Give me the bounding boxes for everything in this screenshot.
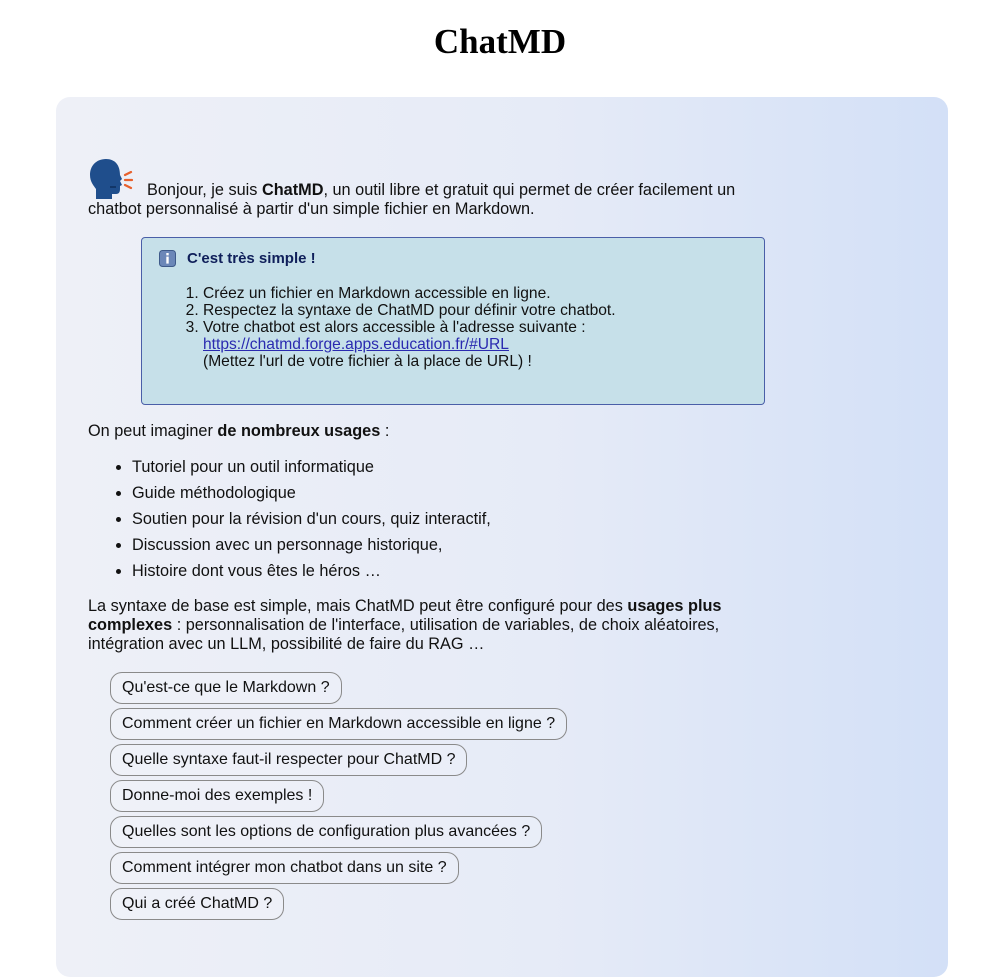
choice-embed-button[interactable]: Comment intégrer mon chatbot dans un site ? xyxy=(110,852,459,884)
list-item: • Guide méthodologique xyxy=(132,484,788,503)
tip-step: 3. Votre chatbot est alors accessible à l'adresse suivante : https://chatmd.forge.apps.education.fr/#URL (Mettez l'url de votre fichier à la place de URL) ! xyxy=(203,319,748,370)
bot-name: ChatMD xyxy=(261,181,324,199)
list-item: • Soutien pour la révision d'un cours, quiz interactif, xyxy=(132,510,788,529)
speaking-head-icon xyxy=(88,157,134,201)
tip-box xyxy=(141,237,765,405)
chatmd-url-link[interactable]: https://chatmd.forge.apps.education.fr/#URL xyxy=(203,336,509,353)
tip-step: 1. Créez un fichier en Markdown accessible en ligne. xyxy=(203,285,748,302)
syntax-text: La syntaxe de base est simple, mais ChatMD peut être configuré pour des usages plus complexes : personnalisation de l'interface, utilisation de variables, de choix aléatoires, intégration avec un LLM, possibilité de faire du RAG … xyxy=(88,597,722,653)
usage-list xyxy=(88,458,788,581)
page-title: ChatMD xyxy=(433,22,567,61)
info-icon xyxy=(159,250,176,267)
list-item: • Histoire dont vous êtes le héros … xyxy=(132,562,788,581)
bot-message xyxy=(88,155,788,924)
intro-text: Bonjour, je suis ChatMD, un outil libre et gratuit qui permet de créer facilement un chatbot personnalisé à partir d'un simple fichier en Markdown. xyxy=(88,181,736,218)
choice-advanced-options-button[interactable]: Quelles sont les options de configuration plus avancées ? xyxy=(110,816,542,848)
choice-author-button[interactable]: Qui a créé ChatMD ? xyxy=(110,888,284,920)
choice-examples-button[interactable]: Donne-moi des exemples ! xyxy=(110,780,324,812)
tip-steps xyxy=(159,285,748,370)
tip-step: 2. Respectez la syntaxe de ChatMD pour définir votre chatbot. xyxy=(203,302,748,319)
list-item: • Tutoriel pour un outil informatique xyxy=(132,458,788,477)
choice-options xyxy=(110,672,788,920)
chat-window xyxy=(56,97,948,977)
usages-intro: On peut imaginer de nombreux usages : xyxy=(88,422,390,440)
choice-markdown-button[interactable]: Qu'est-ce que le Markdown ? xyxy=(110,672,342,704)
choice-syntax-button[interactable]: Quelle syntaxe faut-il respecter pour ChatMD ? xyxy=(110,744,467,776)
tip-title: C'est très simple ! xyxy=(159,250,748,267)
choice-create-file-button[interactable]: Comment créer un fichier en Markdown accessible en ligne ? xyxy=(110,708,567,740)
list-item: • Discussion avec un personnage historique, xyxy=(132,536,788,555)
